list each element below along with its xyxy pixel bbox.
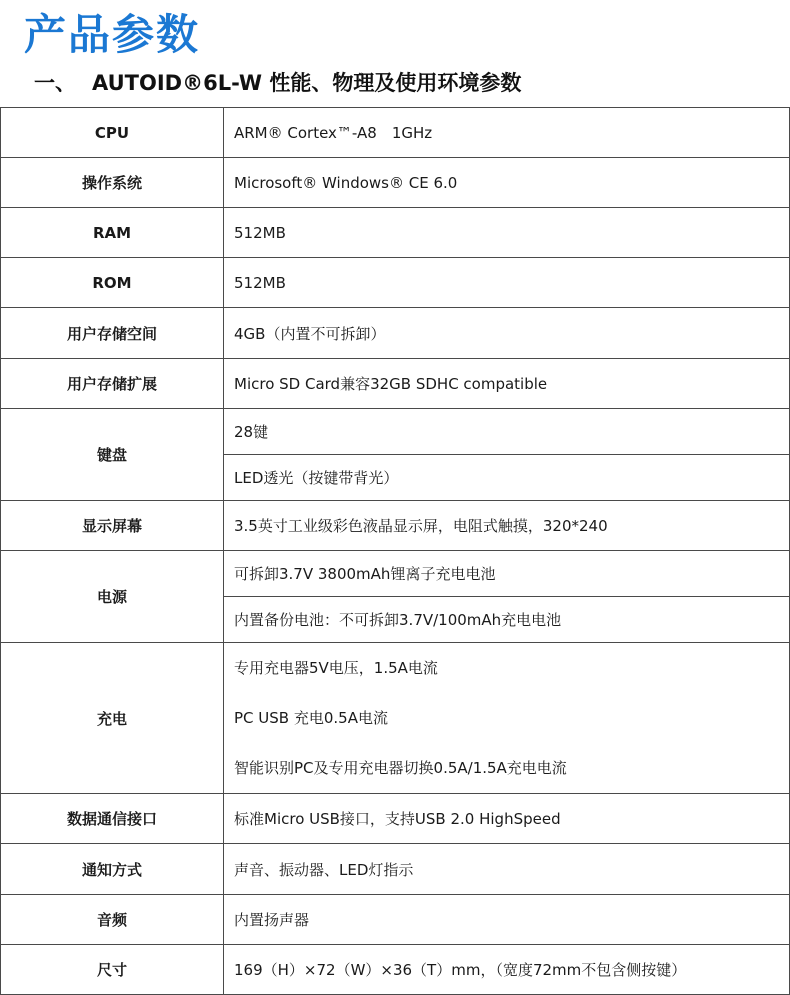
row-label: 键盘 [1,409,224,501]
row-value: 内置备份电池：不可拆卸3.7V/100mAh充电电池 [224,597,790,643]
table-row [1,258,790,308]
page-title: 产品参数 [24,10,201,59]
table-row [1,409,790,455]
table-row [1,844,790,895]
table-row [1,501,790,551]
table-row [1,158,790,208]
table-row [1,551,790,597]
row-value: 可拆卸3.7V 3800mAh锂离子充电电池 [224,551,790,597]
table-row [1,108,790,158]
row-value: 512MB [224,258,790,308]
row-value: Micro SD Card兼容32GB SDHC compatible [224,359,790,409]
row-label: 操作系统 [1,158,224,208]
section-heading [34,68,521,98]
row-label: 用户存储扩展 [1,359,224,409]
row-value: Microsoft® Windows® CE 6.0 [224,158,790,208]
row-value: 标准Micro USB接口，支持USB 2.0 HighSpeed [224,794,790,844]
row-value: 169（H）×72（W）×36（T）mm，（宽度72mm不包含侧按键） [224,945,790,995]
row-label: 显示屏幕 [1,501,224,551]
row-value: 3.5英寸工业级彩色液晶显示屏，电阻式触摸，320*240 [224,501,790,551]
row-label: 充电 [1,643,224,794]
section-heading-text: AUTOID®6L-W 性能、物理及使用环境参数 [92,71,522,95]
row-label: 用户存储空间 [1,308,224,359]
row-label: CPU [1,108,224,158]
row-value: 声音、振动器、LED灯指示 [224,844,790,895]
table-row [1,208,790,258]
row-value: PC USB 充电0.5A电流 [234,709,388,727]
row-value: 28键 [224,409,790,455]
spec-table [0,107,790,995]
row-value: ARM® Cortex™-A8 1GHz [224,108,790,158]
section-number: 一、 [34,71,76,95]
table-row [1,359,790,409]
row-value: 512MB [224,208,790,258]
row-label: 数据通信接口 [1,794,224,844]
row-label: 尺寸 [1,945,224,995]
row-value: 智能识别PC及专用充电器切换0.5A/1.5A充电电流 [234,759,567,777]
row-value: LED透光（按键带背光） [224,455,790,501]
row-value-group [224,643,790,794]
table-row [1,794,790,844]
row-label: 通知方式 [1,844,224,895]
row-label: 音频 [1,895,224,945]
row-label: ROM [1,258,224,308]
row-label: RAM [1,208,224,258]
row-value: 内置扬声器 [224,895,790,945]
table-row [1,895,790,945]
row-label: 电源 [1,551,224,643]
row-value: 专用充电器5V电压，1.5A电流 [234,659,438,677]
table-row [1,643,790,794]
table-row [1,308,790,359]
row-value: 4GB（内置不可拆卸） [224,308,790,359]
table-row [1,945,790,995]
